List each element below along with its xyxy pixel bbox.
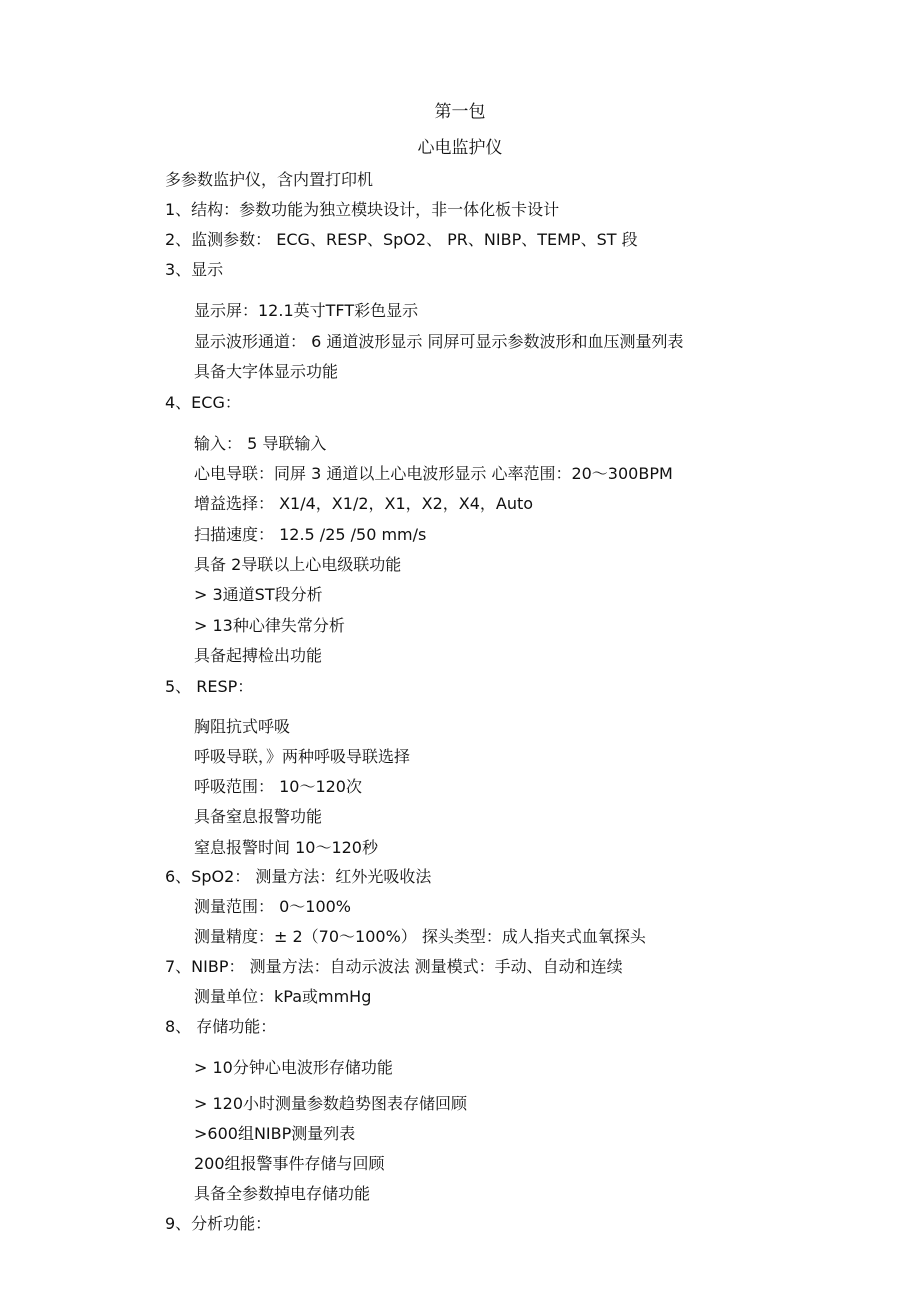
storage-trend-line: > 120小时测量参数趋势图表存储回顾 [194, 1094, 468, 1113]
storage-nibp-line: >600组NIBP测量列表 [194, 1124, 356, 1143]
ecg-arrhythmia-line: > 13种心律失常分析 [194, 616, 345, 635]
section-structure: 1、结构：参数功能为独立模块设计，非一体化板卡设计 [165, 200, 560, 219]
storage-powerloss-line: 具备全参数掉电存储功能 [194, 1184, 371, 1203]
ecg-st-line: > 3通道ST段分析 [194, 585, 323, 604]
document-subtitle: 心电监护仪 [417, 138, 503, 158]
spo2-accuracy-line: 测量精度：± 2（70～100%） 探头类型：成人指夹式血氧探头 [194, 927, 646, 946]
nibp-unit-line: 测量单位：kPa或mmHg [194, 987, 372, 1006]
ecg-input-line: 输入： 5 导联输入 [194, 434, 327, 453]
display-channels-line: 显示波形通道： 6 通道波形显示 同屏可显示参数波形和血压测量列表 [194, 332, 684, 351]
resp-apnea-time-line: 窒息报警时间 10～120秒 [194, 838, 378, 857]
intro-line: 多参数监护仪，含内置打印机 [165, 170, 374, 189]
section-ecg: 4、ECG： [165, 393, 241, 412]
ecg-gain-line: 增益选择： X1/4，X1/2，X1，X2，X4，Auto [194, 494, 534, 513]
section-display: 3、显示 [165, 260, 224, 279]
section-resp: 5、 RESP： [165, 677, 254, 696]
storage-ecg-line: > 10分钟心电波形存储功能 [194, 1058, 393, 1077]
spo2-range-line: 测量范围： 0～100% [194, 897, 352, 916]
ecg-speed-line: 扫描速度： 12.5 /25 /50 mm/s [194, 525, 427, 544]
resp-apnea-line: 具备窒息报警功能 [194, 807, 323, 826]
display-font-line: 具备大字体显示功能 [194, 362, 339, 381]
section-nibp: 7、NIBP： 测量方法：自动示波法 测量模式：手动、自动和连续 [165, 957, 623, 976]
section-storage: 8、 存储功能： [165, 1017, 277, 1036]
resp-range-line: 呼吸范围： 10～120次 [194, 777, 362, 796]
storage-alarm-line: 200组报警事件存储与回顾 [194, 1154, 385, 1173]
document-title: 第一包 [434, 102, 486, 122]
section-spo2: 6、SpO2： 测量方法：红外光吸收法 [165, 867, 432, 886]
display-screen-line: 显示屏：12.1英寸TFT彩色显示 [194, 301, 419, 320]
resp-method-line: 胸阻抗式呼吸 [194, 717, 291, 736]
ecg-leads-line: 心电导联：同屏 3 通道以上心电波形显示 心率范围：20～300BPM [194, 464, 673, 483]
section-parameters: 2、监测参数： ECG、RESP、SpO2、 PR、NIBP、TEMP、ST 段 [165, 230, 638, 249]
ecg-cascade-line: 具备 2导联以上心电级联功能 [194, 555, 402, 574]
resp-leads-line: 呼吸导联，》两种呼吸导联选择 [194, 747, 411, 766]
ecg-pacer-line: 具备起搏检出功能 [194, 646, 323, 665]
section-analysis: 9、分析功能： [165, 1214, 272, 1233]
